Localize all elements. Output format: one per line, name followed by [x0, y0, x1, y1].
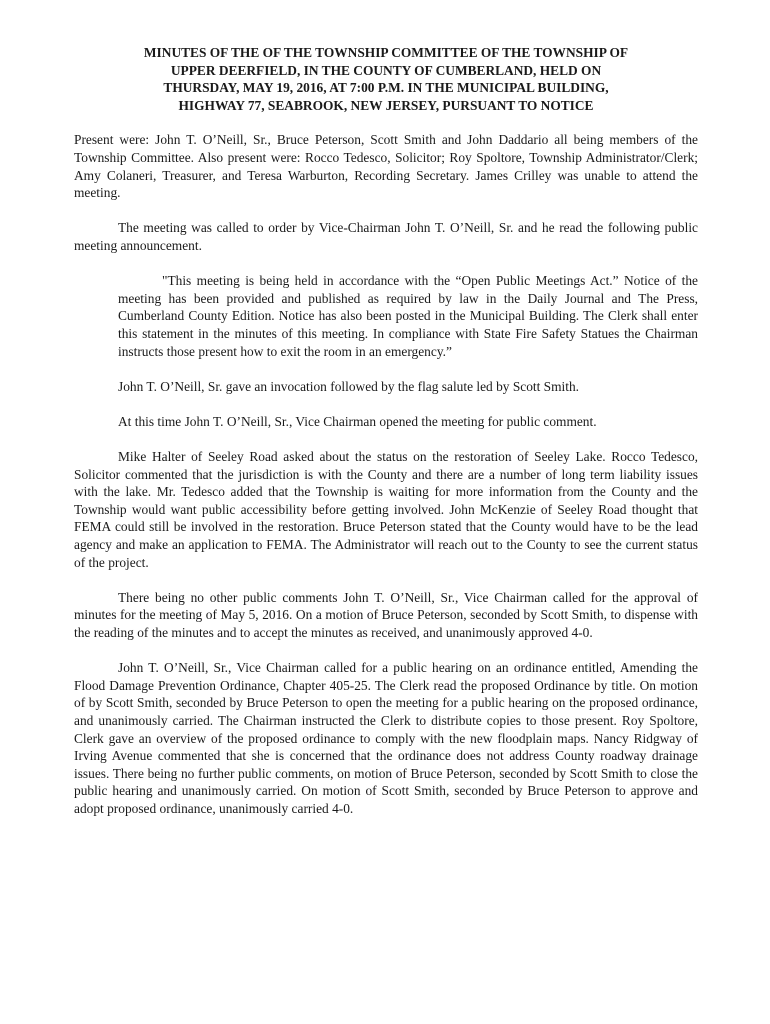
public-comment-paragraph: At this time John T. O’Neill, Sr., Vice Chairman opened the meeting for public comment. [118, 413, 597, 429]
title-line-2: UPPER DEERFIELD, IN THE COUNTY OF CUMBERLAND, HELD ON [170, 62, 602, 78]
title-line-3: THURSDAY, MAY 19, 2016, AT 7:00 P.M. IN THE MUNICIPAL BUILDING, [163, 80, 609, 96]
attendance-paragraph: Present were: John T. O’Neill, Sr., Bruce Peterson, Scott Smith and John Daddario all being members of the Township Committee. Also present were: Rocco Tedesco, Solicitor; Roy Spoltore, Township Administrator/Clerk; Amy Colaneri, Treasurer, and Teresa Warburton, Recording Secretary. James Crilley was unable to attend the meeting. [74, 132, 698, 201]
public-hearing-paragraph: John T. O’Neill, Sr., Vice Chairman called for a public hearing on an ordinance entitled, Amending the Flood Damage Prevention Ordinance, Chapter 405-25. The Clerk read the proposed Ordinance by title. On motion of by Scott Smith, seconded by Bruce Peterson to open the meeting for a public hearing on the proposed ordinance, and unanimously carried. The Chairman instructed the Clerk to distribute copies to those present. Roy Spoltore, Clerk gave an overview of the proposed ordinance to comply with the new floodplain maps. Nancy Ridgway of Irving Avenue commented that she is concerned that the ordinance does not address County roadway drainage issues. There being no further public comments, on motion of Bruce Peterson, seconded by Scott Smith to close the public hearing and unanimously carried. On motion of Scott Smith, seconded by Bruce Peterson to approve and adopt proposed ordinance, unanimously carried 4-0. [74, 660, 698, 816]
approval-minutes-paragraph: There being no other public comments John T. O’Neill, Sr., Vice Chairman called for the approval of minutes for the meeting of May 5, 2016. On a motion of Bruce Peterson, seconded by Scott Smith, to dispense with the reading of the minutes and to accept the minutes as received, and unanimously approved 4-0. [74, 589, 698, 640]
announcement-text: "This meeting is being held in accordance with the “Open Public Meetings Act.” Notice of the meeting has been provided and published as required by law in the Daily Journal and The Press, Cumberland County Edition. Notice has also been posted in the Municipal Building. The Clerk shall enter this statement in the minutes of this meeting. In compliance with State Fire Safety Statues the Chairman instructs those present how to exit the room in an emergency.” [118, 273, 698, 359]
invocation-paragraph: John T. O’Neill, Sr. gave an invocation followed by the flag salute led by Scott Smith. [118, 378, 580, 394]
seeley-lake-paragraph: Mike Halter of Seeley Road asked about the status on the restoration of Seeley Lake. Rocco Tedesco, Solicitor commented that the jurisdiction is with the County and there are a number of long term liability issues with the lake. Mr. Tedesco added that the Township is waiting for more information from the County and the Township would want public accessibility before getting involved. John McKenzie of Seeley Road thought that FEMA could still be involved in the restoration. Bruce Peterson stated that the County would have to be the lead agency and make an application to FEMA. The Administrator will reach out to the County to see the current status of the project. [74, 449, 698, 570]
document-page [74, 44, 698, 835]
call-to-order-paragraph: The meeting was called to order by Vice-Chairman John T. O’Neill, Sr. and he read the following public meeting announcement. [74, 220, 698, 253]
title-line-1: MINUTES OF THE OF THE TOWNSHIP COMMITTEE OF THE TOWNSHIP OF [143, 45, 629, 60]
announcement-quote [118, 272, 698, 360]
title-line-4: HIGHWAY 77, SEABROOK, NEW JERSEY, PURSUANT TO NOTICE [178, 97, 594, 113]
page-title [74, 44, 698, 114]
